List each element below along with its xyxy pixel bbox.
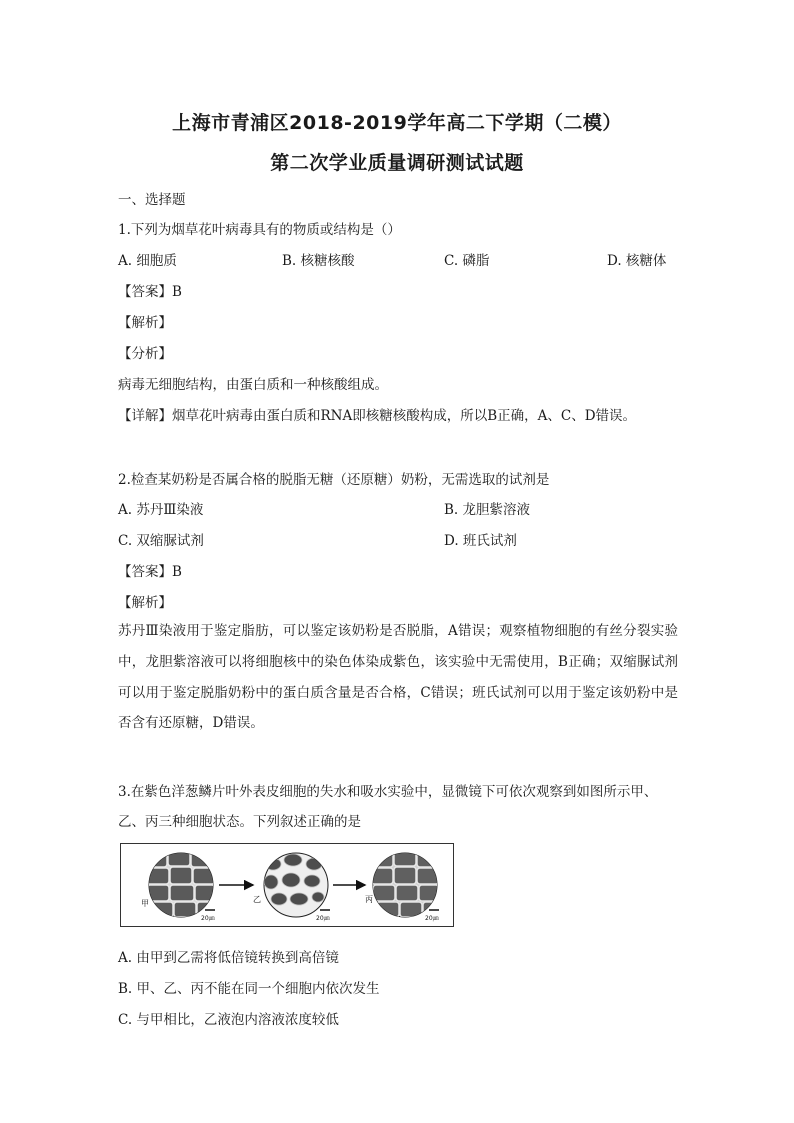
- q2-answer: 【答案】B: [118, 564, 182, 580]
- q3-option-a: A. 由甲到乙需将低倍镜转换到高倍镜: [118, 950, 339, 966]
- q3-option-b: B. 甲、乙、丙不能在同一个细胞内依次发生: [118, 981, 380, 997]
- q1-answer: 【答案】B: [118, 284, 182, 300]
- q2-analysis-label: 【解析】: [118, 595, 172, 611]
- scale-bing: 20㎛: [425, 915, 439, 922]
- q2-option-b: B. 龙胆紫溶液: [444, 502, 531, 518]
- label-bing: 丙: [365, 895, 373, 904]
- label-yi: 乙: [253, 895, 261, 904]
- document-title: 上海市青浦区2018-2019学年高二下学期（二模）: [172, 112, 622, 134]
- section-heading: 一、选择题: [118, 192, 186, 208]
- q2-analysis-text: 苏丹Ⅲ染液用于鉴定脂肪，可以鉴定该奶粉是否脱脂，A错误；观察植物细胞的有丝分裂实验中，龙胆紫溶液可以将细胞核中的染色体染成紫色，该实验中无需使用，B正确；双缩脲试剂可以用于鉴定脱脂奶粉中的蛋白质含量是否合格，C错误；班氏试剂可以用于鉴定该奶粉中是否含有还原糖，D错误。: [118, 623, 678, 732]
- q1-stem: 1.下列为烟草花叶病毒具有的物质或结构是（）: [118, 222, 401, 238]
- scale-jia: 20㎛: [201, 915, 215, 922]
- q1-option-a: A. 细胞质: [118, 253, 177, 269]
- document-subtitle: 第二次学业质量调研测试试题: [270, 152, 524, 174]
- q1-fenxi-label: 【分析】: [118, 346, 172, 362]
- q1-analysis-label: 【解析】: [118, 315, 172, 331]
- q2-option-c: C. 双缩脲试剂: [118, 533, 204, 549]
- q2-option-d: D. 班氏试剂: [444, 533, 517, 549]
- cell-state-bing: [365, 850, 439, 923]
- q2-option-a: A. 苏丹Ⅲ染液: [118, 502, 204, 518]
- q1-option-c: C. 磷脂: [444, 253, 490, 269]
- cell-figure: [120, 843, 454, 927]
- q1-option-d: D. 核糖体: [607, 253, 667, 269]
- q3-option-c: C. 与甲相比，乙液泡内溶液浓度较低: [118, 1012, 339, 1028]
- cell-state-jia: [141, 850, 215, 923]
- q1-detail: 【详解】烟草花叶病毒由蛋白质和RNA即核糖核酸构成，所以B正确，A、C、D错误。: [118, 408, 637, 424]
- cell-state-yi: [253, 853, 330, 923]
- q3-stem-line1: 3.在紫色洋葱鳞片叶外表皮细胞的失水和吸水实验中，显微镜下可依次观察到如图所示甲、: [118, 784, 658, 800]
- cell-diagram: [121, 844, 453, 926]
- q3-stem-line2: 乙、丙三种细胞状态。下列叙述正确的是: [118, 814, 361, 830]
- q1-option-b: B. 核糖核酸: [282, 253, 355, 269]
- q2-stem: 2.检查某奶粉是否属合格的脱脂无糖（还原糖）奶粉，无需选取的试剂是: [118, 472, 550, 488]
- scale-yi: 20㎛: [316, 915, 330, 922]
- q1-fenxi-text: 病毒无细胞结构，由蛋白质和一种核酸组成。: [118, 377, 388, 393]
- label-jia: 甲: [141, 899, 149, 908]
